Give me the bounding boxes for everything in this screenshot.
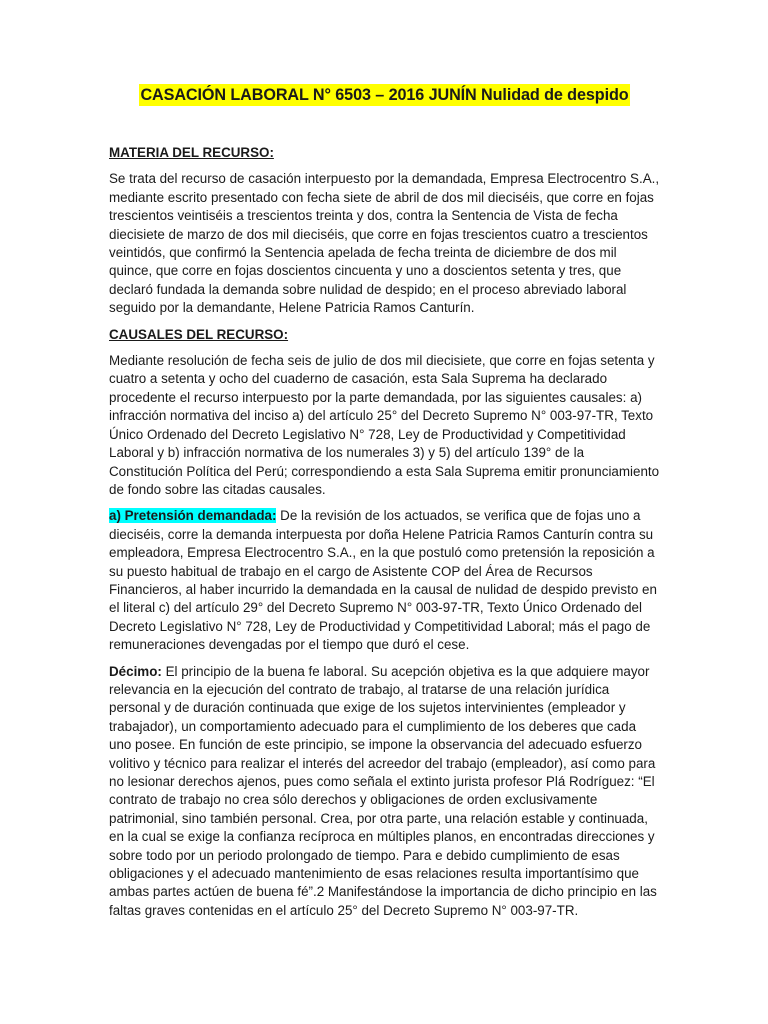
- decimo-label: Décimo:: [109, 663, 162, 679]
- section-paragraph: Mediante resolución de fecha seis de julio de dos mil diecisiete, que corre en fojas setenta y cuatro a setenta y ocho del cuaderno de casación, esta Sala Suprema ha declarado procedente el recurso interpuesto por la parte demandada, por las siguientes causales: a) infracción normativa del inciso a) del artículo 25° del Decreto Supremo N° 003-97-TR, Texto Único Ordenado del Decreto Legislativo N° 728, Ley de Productividad y Competitividad Laboral y b) infracción normativa de los numerales 3) y 5) del artículo 139° de la Constitución Política del Perú; correspondiendo a esta Sala Suprema emitir pronunciamiento de fondo sobre las citadas causales.: [109, 353, 660, 497]
- pretension-paragraph: [109, 507, 660, 654]
- section-paragraph: Se trata del recurso de casación interpuesto por la demandada, Empresa Electrocentro S.A., mediante escrito presentado con fecha siete de abril de dos mil dieciséis, que corre en fojas trescientos veintiséis a trescientos treinta y dos, contra la Sentencia de Vista de fecha diecisiete de marzo de dos mil dieciséis, que corre en fojas trescientos cuatro a trescientos veintidós, que confirmó la Sentencia apelada de fecha treinta de diciembre de dos mil quince, que corre en fojas doscientos cincuenta y uno a doscientos setenta y tres, que declaró fundada la demanda sobre nulidad de despido; en el proceso abreviado laboral seguido por la demandante, Helene Patricia Ramos Canturín.: [109, 171, 660, 316]
- section-heading: MATERIA DEL RECURSO:: [109, 145, 274, 160]
- pretension-text: De la revisión de los actuados, se verifica que de fojas uno a dieciséis, corre la demanda interpuesta por doña Helene Patricia Ramos Canturín contra su empleadora, Empresa Electrocentro S.A., en la que postuló como pretensión la reposición a su puesto habitual de trabajo en el cargo de Asistente COP del Área de Recursos Financieros, al haber incurrido la demandada en la causal de nulidad de despido previsto en el literal c) del artículo 29° del Decreto Supremo N° 003-97-TR, Texto Único Ordenado del Decreto Legislativo N° 728, Ley de Productividad y Competitividad Laboral; más el pago de remuneraciones devengadas por el tiempo que duró el cese.: [109, 508, 657, 653]
- section-materia: [109, 144, 660, 318]
- decimo-paragraph: [109, 663, 660, 921]
- document-title: CASACIÓN LABORAL N° 6503 – 2016 JUNÍN Nulidad de despido: [140, 86, 629, 104]
- section-heading: CAUSALES DEL RECURSO:: [109, 326, 289, 342]
- pretension-label: a) Pretensión demandada:: [109, 508, 277, 524]
- title-block: [109, 84, 660, 106]
- section-causales: [109, 326, 660, 500]
- decimo-text: El principio de la buena fe laboral. Su acepción objetiva es la que adquiere mayor relevancia en la ejecución del contrato de trabajo, al tratarse de una relación jurídica personal y de duración continuada que exige de los sujetos intervinientes (empleador y trabajador), un comportamiento adecuado para el cumplimiento de los deberes que cada uno posee. En función de este principio, se impone la observancia del adecuado esfuerzo volitivo y técnico para realizar el interés del acreedor del trabajo (empleador), así como para no lesionar derechos ajenos, pues como señala el extinto jurista profesor Plá Rodríguez: “El contrato de trabajo no crea sólo derechos y obligaciones de orden exclusivamente patrimonial, sino también personal. Crea, por otra parte, una relación estable y continuada, en la cual se exige la confianza recíproca en múltiples planos, en encontradas direcciones y sobre todo por un periodo prolongado de tiempo. Para e debido cumplimiento de esas obligaciones y el adecuado mantenimiento de esas relaciones resulta importantísimo que ambas partes actúen de buena fé”.2 Manifestándose la importancia de dicho principio en las faltas graves contenidas en el artículo 25° del Decreto Supremo N° 003-97-TR.: [109, 663, 657, 918]
